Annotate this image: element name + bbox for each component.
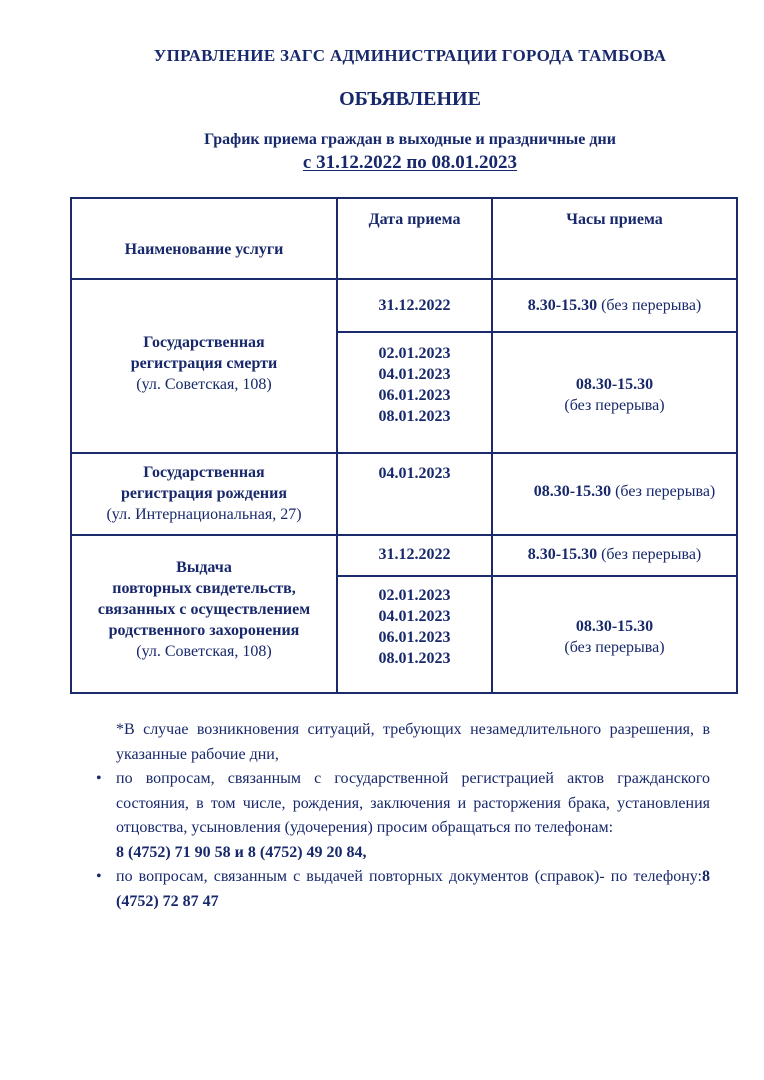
announcement-title: ОБЪЯВЛЕНИЕ	[339, 88, 481, 110]
service-birth-registration: Государственная регистрация рождения (ул. Интернациональная, 27)	[72, 462, 336, 525]
organization-name: УПРАВЛЕНИЕ ЗАГС АДМИНИСТРАЦИИ ГОРОДА ТАМБОВА	[153, 46, 667, 65]
service-address: (ул. Интернациональная, 27)	[106, 506, 302, 523]
documents-phone: 8 (4752) 72 87 47	[116, 868, 710, 910]
bullet-icon: •	[96, 770, 102, 787]
hours-cell: 08.30-15.30 (без перерыва)	[564, 376, 665, 414]
service-address: (ул. Советская, 108)	[136, 643, 272, 660]
service-address: (ул. Советская, 108)	[136, 376, 272, 393]
header-hours: Часы приема	[566, 211, 663, 228]
date-list: 02.01.2023 04.01.2023 06.01.2023 08.01.2023	[378, 587, 451, 667]
schedule-table	[70, 197, 738, 694]
date-cell: 04.01.2023	[378, 465, 451, 482]
notes-bullet-registry: • по вопросам, связанным с государственной регистрацией актов гражданского состояния, в том числе, рождения, заключения и расторжения брака, установления отцовства, усыновления (удочерения) просим обращаться по телефонам:	[96, 767, 710, 841]
hours-cell: 08.30-15.30 (без перерыва)	[533, 483, 716, 500]
notes-section	[96, 718, 710, 914]
hours-cell: 8.30-15.30 (без перерыва)	[527, 546, 702, 563]
hours-cell: 8.30-15.30 (без перерыва)	[527, 297, 702, 314]
hours-cell: 08.30-15.30 (без перерыва)	[564, 618, 665, 656]
schedule-period: с 31.12.2022 по 08.01.2023	[302, 152, 518, 173]
date-cell: 31.12.2022	[378, 297, 451, 314]
notes-bullet-documents: • по вопросам, связанным с выдачей повторных документов (справок)- по телефону:8 (4752) 72 87 47	[96, 865, 710, 914]
service-repeat-certificates: Выдача повторных свидетельств, связанных с осуществлением родственного захоронения (ул. Советская, 108)	[72, 557, 336, 662]
registry-phones: 8 (4752) 71 90 58 и 8 (4752) 49 20 84,	[116, 843, 367, 861]
notes-intro: *В случае возникновения ситуаций, требующих незамедлительного разрешения, в указанные рабочие дни,	[116, 721, 710, 763]
bullet-icon: •	[96, 868, 102, 885]
header-date: Дата приема	[368, 211, 461, 228]
header-service: Наименование услуги	[124, 241, 284, 258]
service-death-registration: Государственная регистрация смерти (ул. Советская, 108)	[72, 332, 336, 395]
date-cell: 31.12.2022	[378, 546, 451, 563]
date-list: 02.01.2023 04.01.2023 06.01.2023 08.01.2023	[378, 345, 451, 425]
schedule-subtitle: График приема граждан в выходные и праздничные дни	[204, 131, 616, 148]
